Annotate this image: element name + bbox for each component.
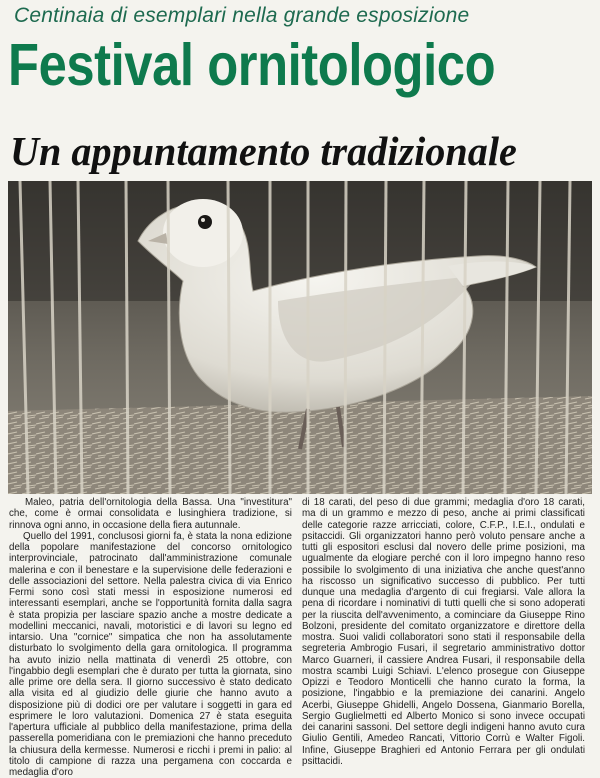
article-kicker: Centinaia di esemplari nella grande esposizione — [14, 4, 470, 27]
paragraph: Maleo, patria dell'ornitologia della Bassa. Una "investitura" che, come è ormai consolidata e lusinghiera tradizione, si rinnova ogni anno, in occasione della fiera autunnale. — [9, 497, 292, 531]
article-column-left — [9, 497, 292, 778]
paragraph: di 18 carati, del peso di due grammi; medaglia d'oro 18 carati, ma di un grammo e mezzo di peso, anche ai primi classificati delle categorie razze arricciati, colore, C.F.P., I.E.I., ondulati e psitaccidi. Gli organizzatori hanno però voluto pensare anche a tutti gli espositori esclusi dal novero delle prime posizioni, ma ugualmente da elogiare perché con il loro impegno hanno reso possibile lo svolgimento di una iniziativa che anche quest'anno ha riscosso un significativo successo di pubblico. Per tutti dunque una medaglia d'argento di cui fregiarsi. Vale allora la pena di ricordare i nominativi di tutti quelli che si sono adoperati per la riuscita dell'avvenimento, a cominciare da Giuseppe Rino Bolzoni, presidente del comitato organizzatore e direttore della mostra. Suoi validi collaboratori sono stati il responsabile della segreteria Ambrogio Fusari, il segretario amministrativo dottor Marco Guarneri, il cassiere Andrea Fusari, il responsabile della mostra scambi Luigi Schiavi. L'elenco prosegue con Giuseppe Opizzi e Teodoro Monticelli che hanno curato la forma, la posizione, l'ingabbio e la premiazione dei canarini. Angelo Acerbi, Giuseppe Ghidelli, Angelo Dossena, Gianmario Borella, Sergio Guglielmetti ed Alberto Monico si sono invece occupati dei canarini sassoni. Del settore degli indigeni hanno avuto cura Giulio Gentili, Amedeo Rancati, Vittorio Corrù e Walter Figoli. Infine, Giuseppe Braghieri ed Antonio Ferrara per gli ondulati psittacidi. — [302, 497, 585, 767]
dove-photo — [8, 181, 592, 494]
dove-in-cage-illustration — [8, 181, 592, 494]
paragraph: Quello del 1991, conclusosi giorni fa, è stata la nona edizione della popolare manifestazione del concorso ornitologico interprovinciale, patrocinato dall'amministrazione comunale malerina e con il benestare e la supervisione delle federazioni e delle associazioni del settore. Nella palestra civica di via Enrico Fermi sono così stati messi in esposizione numerosi ed interessanti esemplari, anche se l'opportunità fornita dalla sagra è stata propizia per lasciare spazio anche a mostre dedicate a modellini meccanici, navali, motoristici e di lavori su legno ed intarsio. Una "cornice" simpatica che non ha assolutamente disturbato lo svolgimento della gara ornitologica. Il programma ha avuto inizio nella mattinata di venerdì 25 ottobre, con l'ingabbio degli esemplari che è durato per tutta la giornata, sino alle prime ore della sera. Il giorno successivo è stato dedicato alla visita ed al giudizio delle giurie che hanno avuto a disposizione più di dodici ore per valutare i soggetti in gara ed esprimere le loro valutazioni. Domenica 27 è stata eseguita l'apertura ufficiale al pubblico della manifestazione, prima della passerella pomeridiana con le premiazioni che hanno preceduto la chiusura della kermesse. Numerosi e ricchi i premi in palio: al titolo di campione di razza una pergamena con coccarda e medaglia d'oro — [9, 530, 292, 778]
article-headline: Festival ornitologico — [8, 32, 496, 98]
article-column-right — [302, 497, 585, 767]
article-subheadline: Un appuntamento tradizionale — [10, 128, 517, 174]
